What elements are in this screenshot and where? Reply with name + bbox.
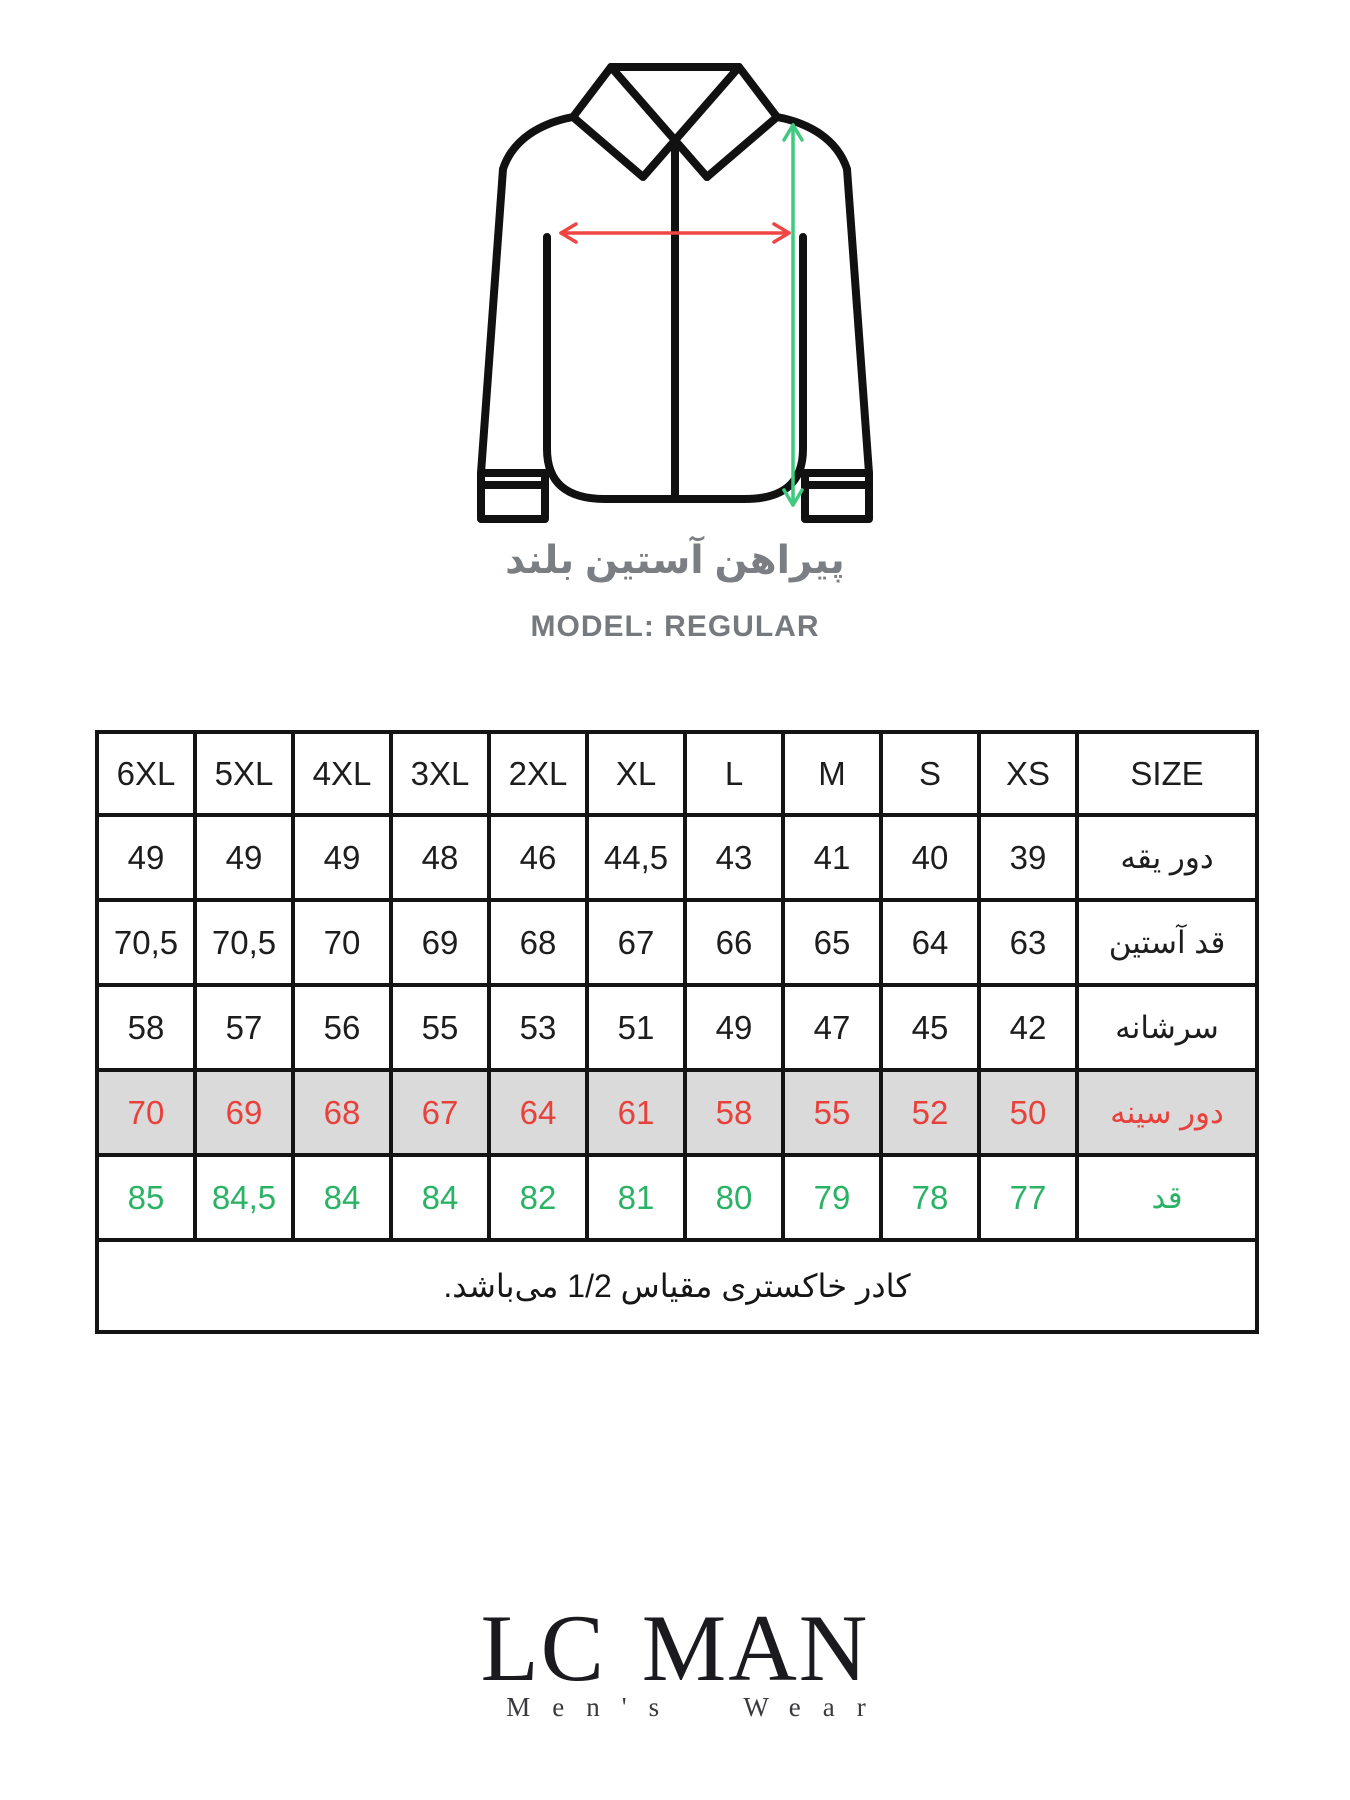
measurement-cell: 69 [391, 900, 489, 985]
product-title: پیراهن آستین بلند [505, 539, 845, 582]
measurement-cell: 39 [979, 815, 1077, 900]
measurement-cell: 47 [783, 985, 881, 1070]
measurement-cell: 70,5 [97, 900, 195, 985]
measurement-label: دور سینه [1077, 1070, 1257, 1155]
size-label-header: SIZE [1077, 732, 1257, 815]
measurement-cell: 49 [195, 815, 293, 900]
measurement-label: سرشانه [1077, 985, 1257, 1070]
size-column-header: 4XL [293, 732, 391, 815]
collar-lapel-right [707, 117, 777, 177]
measurement-row [97, 815, 1257, 900]
measurement-cell: 70 [97, 1070, 195, 1155]
measurement-cell: 84,5 [195, 1155, 293, 1240]
measurement-label: دور یقه [1077, 815, 1257, 900]
measurement-cell: 70 [293, 900, 391, 985]
scale-note-row [97, 1240, 1257, 1332]
measurement-cell: 67 [391, 1070, 489, 1155]
measurement-cell: 66 [685, 900, 783, 985]
measurement-cell: 81 [587, 1155, 685, 1240]
size-column-header: 2XL [489, 732, 587, 815]
measurement-cell: 51 [587, 985, 685, 1070]
measurement-cell: 67 [587, 900, 685, 985]
right-sleeve [777, 117, 869, 473]
measurement-cell: 52 [881, 1070, 979, 1155]
size-column-header: 6XL [97, 732, 195, 815]
brand-tagline: Men's Wear [506, 1692, 888, 1722]
measurement-cell: 42 [979, 985, 1077, 1070]
measurement-cell: 84 [293, 1155, 391, 1240]
measurement-cell: 49 [293, 815, 391, 900]
size-column-header: XL [587, 732, 685, 815]
size-table-body [97, 815, 1257, 1240]
size-column-header: S [881, 732, 979, 815]
measurement-cell: 48 [391, 815, 489, 900]
measurement-cell: 56 [293, 985, 391, 1070]
shirt-diagram [465, 55, 885, 525]
measurement-row [97, 1155, 1257, 1240]
left-sleeve [481, 117, 573, 473]
measurement-label: قد [1077, 1155, 1257, 1240]
measurement-cell: 64 [881, 900, 979, 985]
measurement-cell: 55 [391, 985, 489, 1070]
measurement-cell: 40 [881, 815, 979, 900]
measurement-label: قد آستین [1077, 900, 1257, 985]
measurement-cell: 58 [685, 1070, 783, 1155]
measurement-cell: 58 [97, 985, 195, 1070]
brand-logo: LC MAN [480, 1595, 870, 1701]
measurement-cell: 77 [979, 1155, 1077, 1240]
measurement-cell: 46 [489, 815, 587, 900]
measurement-cell: 57 [195, 985, 293, 1070]
measurement-cell: 41 [783, 815, 881, 900]
measurement-cell: 44,5 [587, 815, 685, 900]
measurement-cell: 79 [783, 1155, 881, 1240]
model-subtitle: MODEL: REGULAR [530, 610, 820, 643]
size-column-header: 3XL [391, 732, 489, 815]
measurement-row [97, 985, 1257, 1070]
measurement-cell: 55 [783, 1070, 881, 1155]
size-column-header: M [783, 732, 881, 815]
measurement-cell: 50 [979, 1070, 1077, 1155]
size-table [95, 730, 1259, 1334]
measurement-cell: 68 [489, 900, 587, 985]
size-table-header-row [97, 732, 1257, 815]
measurement-cell: 82 [489, 1155, 587, 1240]
left-cuff [481, 473, 545, 519]
measurement-cell: 70,5 [195, 900, 293, 985]
measurement-cell: 45 [881, 985, 979, 1070]
measurement-cell: 64 [489, 1070, 587, 1155]
measurement-cell: 53 [489, 985, 587, 1070]
measurement-cell: 68 [293, 1070, 391, 1155]
measurement-cell: 85 [97, 1155, 195, 1240]
measurement-cell: 69 [195, 1070, 293, 1155]
measurement-cell: 43 [685, 815, 783, 900]
measurement-cell: 49 [685, 985, 783, 1070]
size-column-header: 5XL [195, 732, 293, 815]
measurement-cell: 61 [587, 1070, 685, 1155]
measurement-cell: 63 [979, 900, 1077, 985]
size-column-header: L [685, 732, 783, 815]
measurement-cell: 84 [391, 1155, 489, 1240]
measurement-row [97, 1070, 1257, 1155]
right-cuff [805, 473, 869, 519]
scale-note-text: کادر خاکستری مقیاس 1/2 می‌باشد. [97, 1240, 1257, 1332]
measurement-cell: 78 [881, 1155, 979, 1240]
size-column-header: XS [979, 732, 1077, 815]
measurement-row [97, 900, 1257, 985]
measurement-cell: 80 [685, 1155, 783, 1240]
measurement-cell: 49 [97, 815, 195, 900]
measurement-cell: 65 [783, 900, 881, 985]
collar-outline [573, 67, 777, 117]
